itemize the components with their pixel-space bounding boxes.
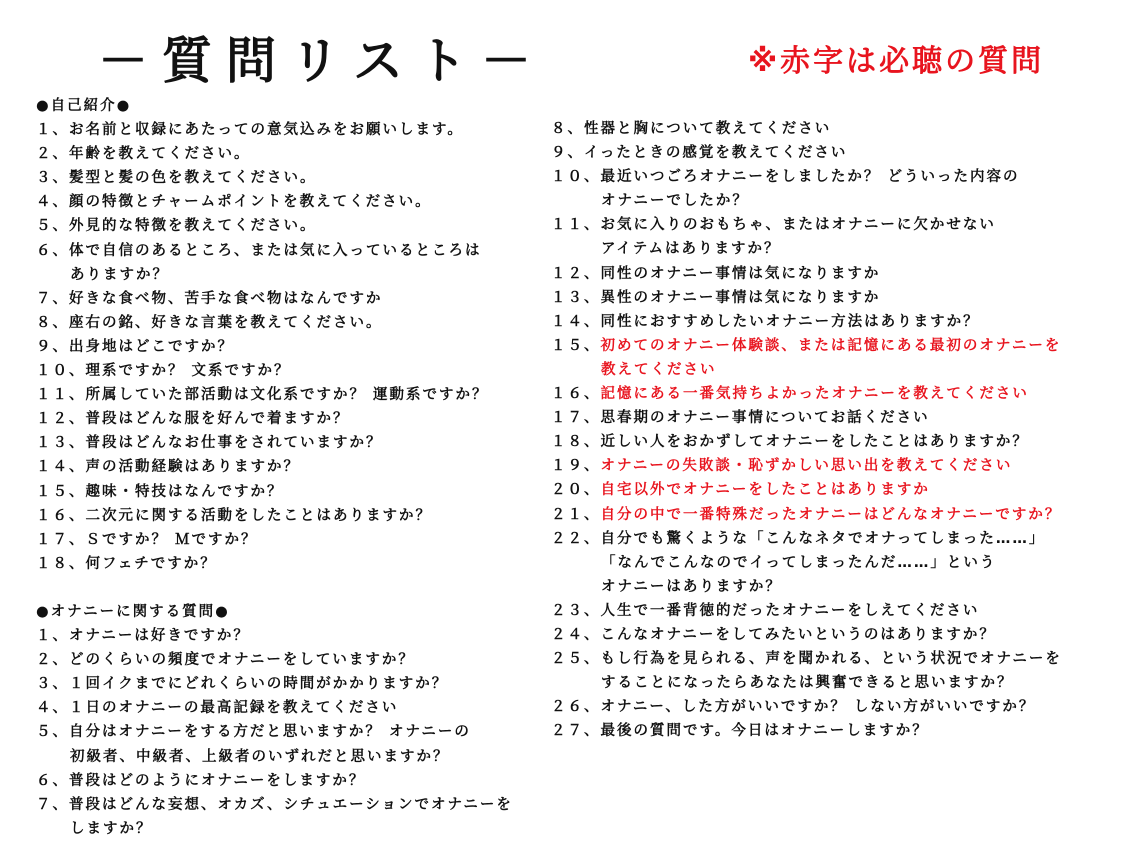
question-number: １９、	[551, 458, 601, 475]
required-question-text: 初めてのオナニー体験談、または記憶にある最初のオナニーを	[600, 337, 1062, 354]
page-title: －質問リスト－	[98, 32, 545, 90]
question-line: ４、１日のオナニーの最高記録を教えてください	[36, 700, 399, 717]
question-line: ２、どのくらいの頻度でオナニーをしていますか？	[36, 652, 415, 669]
question-line-continued: ありますか？	[70, 266, 169, 283]
required-question-text: 自宅以外でオナニーをしたことはありますか	[600, 482, 930, 499]
question-line: ８、性器と胸について教えてください	[551, 121, 832, 137]
question-line: ２２、自分でも驚くような「こんなネタでオナってしまった……」	[551, 530, 1046, 547]
required-question-continued: 教えてください	[601, 361, 717, 378]
required-question-text: 自分の中で一番特殊だったオナニーはどんなオナニーですか？	[600, 506, 1062, 523]
question-line: ５、自分はオナニーをする方だと思いますか？ オナニーの	[36, 724, 471, 741]
question-line: １８、近しい人をおかずしてオナニーをしたことはありますか？	[551, 434, 1029, 451]
question-line-continued: しますか？	[70, 820, 153, 837]
question-line: ２４、こんなオナニーをしてみたいというのはありますか？	[551, 626, 996, 643]
question-line: １１、お気に入りのおもちゃ、またはオナニーに欠かせない	[551, 217, 996, 234]
question-line-required	[551, 503, 1116, 527]
question-number: ２０、	[551, 482, 601, 499]
question-line: １３、普段はどんなお仕事をされていますか？	[36, 435, 383, 452]
question-line-required	[551, 334, 1116, 358]
question-line: ２６、オナニー、した方がいいですか？ しない方がいいですか？	[551, 699, 1036, 716]
question-line: ２７、最後の質問です。今日はオナニーしますか？	[551, 723, 929, 740]
question-line-continued: オナニーはありますか？	[601, 578, 782, 595]
question-line: １７、思春期のオナニー事情についてお話ください	[551, 410, 930, 427]
red-text-note: ※赤字は必聴の質問	[748, 44, 1045, 79]
question-line: １４、同性におすすめしたいオナニー方法はありますか？	[551, 313, 980, 330]
question-line: １、オナニーは好きですか？	[36, 628, 250, 645]
right-column	[551, 117, 1116, 743]
question-line: ３、髪型と髪の色を教えてください。	[36, 170, 317, 187]
question-line: １４、声の活動経験はありますか？	[36, 459, 300, 476]
question-line: ４、顔の特徴とチャームポイントを教えてください。	[36, 194, 432, 211]
question-line: １６、二次元に関する活動をしたことはありますか？	[36, 507, 432, 524]
question-line-required	[551, 478, 1116, 502]
question-line-required	[551, 382, 1116, 406]
question-line: ７、普段はどんな妄想、オカズ、シチュエーションでオナニーを	[36, 796, 513, 813]
question-number: １５、	[551, 337, 601, 354]
question-line-continued: アイテムはありますか？	[601, 241, 781, 258]
question-line: ９、出身地はどこですか？	[36, 338, 234, 355]
question-line: １０、最近いつごろオナニーをしましたか？ どういった内容の	[551, 169, 1020, 186]
question-line: １３、異性のオナニー事情は気になりますか	[551, 289, 881, 306]
question-line: ８、座右の銘、好きな言葉を教えてください。	[36, 314, 383, 331]
question-line: １７、Ｓですか？ Ｍですか？	[36, 531, 258, 548]
question-line: ２、年齢を教えてください。	[36, 146, 251, 163]
question-line: １０、理系ですか？ 文系ですか？	[36, 363, 291, 380]
question-number: １６、	[551, 386, 601, 403]
question-line: ２５、もし行為を見られる、声を聞かれる、という状況でオナニーを	[551, 651, 1062, 668]
question-line: ９、イったときの感覚を教えてください	[551, 145, 848, 162]
question-line: ３、１回イクまでにどれくらいの時間がかかりますか？	[36, 676, 449, 693]
question-line: ６、普段はどのようにオナニーをしますか？	[36, 772, 366, 789]
question-line: １２、普段はどんな服を好んで着ますか？	[36, 411, 350, 428]
question-line: １、お名前と収録にあたっての意気込みをお願いします。	[36, 122, 464, 139]
question-line: ２３、人生で一番背徳的だったオナニーをしえてください	[551, 602, 980, 619]
required-question-text: オナニーの失敗談・恥ずかしい思い出を教えてください	[600, 458, 1013, 475]
question-line: ６、体で自信のあるところ、または気に入っているところは	[36, 242, 482, 259]
question-line-continued: することになったらあなたは興奮できると思いますか？	[601, 675, 1014, 692]
question-line: ７、好きな食べ物、苦手な食べ物はなんですか	[36, 290, 383, 307]
question-line: ５、外見的な特徴を教えてください。	[36, 218, 317, 235]
question-line: １８、何フェチですか？	[36, 555, 217, 572]
question-line-continued: 初級者、中級者、上級者のいずれだと思いますか？	[70, 748, 450, 765]
left-column	[36, 94, 526, 841]
question-line: １２、同性のオナニー事情は気になりますか	[551, 265, 881, 282]
question-number: ２１、	[551, 506, 601, 523]
question-line: １５、趣味・特技はなんですか？	[36, 483, 284, 500]
spacer	[36, 576, 526, 600]
question-line-required	[551, 454, 1116, 478]
required-question-text: 記憶にある一番気持ちよかったオナニーを教えてください	[600, 386, 1029, 403]
question-line: １１、所属していた部活動は文化系ですか？ 運動系ですか？	[36, 387, 489, 404]
section-heading-masturbation: ●オナニーに関する質問●	[36, 603, 230, 620]
question-line-continued: 「なんでこんなのでイってしまったんだ……」という	[601, 554, 997, 571]
question-line-continued: オナニーでしたか？	[601, 193, 749, 210]
section-heading-intro: ●自己紹介●	[36, 98, 132, 114]
